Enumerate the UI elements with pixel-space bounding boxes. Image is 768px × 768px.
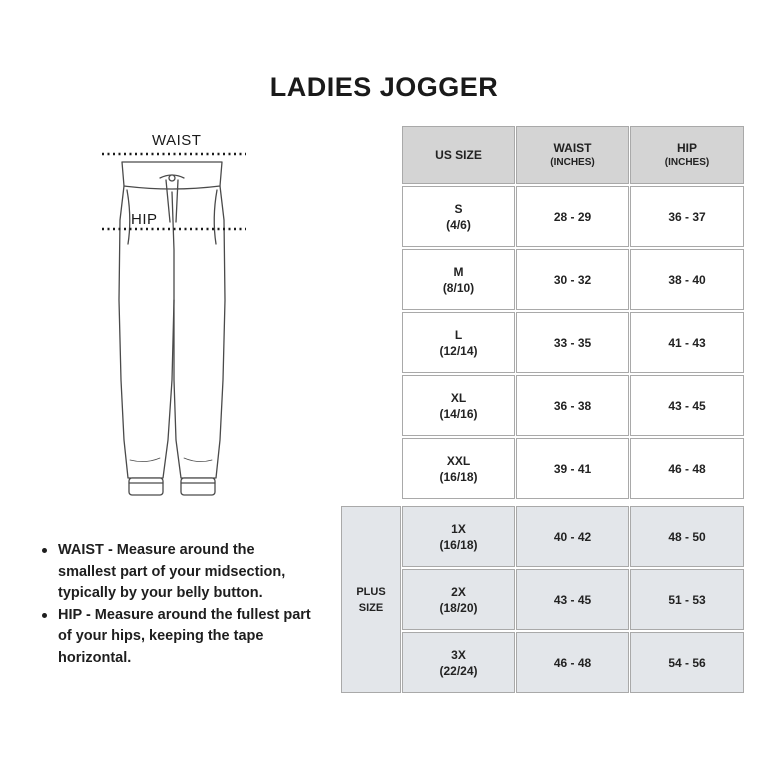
size-code: 3X — [451, 647, 466, 662]
hip-value: 41 - 43 — [668, 335, 706, 350]
header-waist — [516, 126, 629, 184]
hip-value: 54 - 56 — [668, 655, 706, 670]
hip-value: 38 - 40 — [668, 272, 706, 287]
size-code: 2X — [451, 584, 466, 599]
header-hip — [630, 126, 744, 184]
table-row-waist-cell — [516, 312, 629, 373]
table-row-hip-cell — [630, 249, 744, 310]
hip-value: 51 - 53 — [668, 592, 706, 607]
header-waist-unit: (INCHES) — [550, 157, 595, 168]
size-numeric: (16/18) — [439, 469, 478, 484]
right-pocket — [214, 190, 217, 244]
header-waist-text: WAIST — [553, 141, 592, 155]
table-row-hip-cell — [630, 375, 744, 436]
size-code: L — [454, 327, 463, 342]
waist-value: 33 - 35 — [553, 335, 592, 350]
waist-value: 30 - 32 — [553, 272, 592, 287]
table-row-waist-cell — [516, 438, 629, 499]
table-row-size-cell — [402, 186, 515, 247]
plus-row-waist-cell — [516, 632, 629, 693]
waist-value: 28 - 29 — [553, 209, 592, 224]
hip-value: 43 - 45 — [668, 398, 706, 413]
measurement-notes — [40, 540, 315, 669]
note-hip: HIP - Measure around the fullest part of your hips, keeping the tape horizontal. — [40, 605, 315, 670]
header-hip-unit: (INCHES) — [664, 157, 710, 168]
table-row-waist-cell — [516, 186, 629, 247]
hip-label: HIP — [131, 211, 158, 228]
plus-row-size-cell — [402, 569, 515, 630]
size-numeric: (14/16) — [439, 406, 478, 421]
size-numeric: (22/24) — [439, 663, 478, 678]
table-row-waist-cell — [516, 375, 629, 436]
right-leg-outline — [174, 186, 225, 478]
size-numeric: (18/20) — [439, 600, 478, 615]
plus-row-hip-cell — [630, 632, 744, 693]
table-row-size-cell — [402, 438, 515, 499]
size-code: S — [454, 201, 463, 216]
left-pocket — [127, 190, 130, 244]
size-numeric: (12/14) — [439, 343, 478, 358]
table-row-size-cell — [402, 249, 515, 310]
plus-size-label-line1: PLUS — [356, 585, 386, 598]
header-hip-text: HIP — [676, 141, 697, 155]
waist-value: 36 - 38 — [553, 398, 592, 413]
waist-value: 46 - 48 — [553, 655, 592, 670]
header-us-size — [402, 126, 515, 184]
plus-row-size-cell — [402, 506, 515, 567]
plus-size-label — [341, 506, 401, 693]
hip-value: 36 - 37 — [668, 209, 706, 224]
waist-label: WAIST — [152, 132, 202, 149]
size-code: XXL — [446, 453, 471, 468]
size-numeric: (4/6) — [446, 217, 471, 232]
plus-row-hip-cell — [630, 569, 744, 630]
plus-row-waist-cell — [516, 506, 629, 567]
size-code: 1X — [451, 521, 466, 536]
note-waist: WAIST - Measure around the smallest part of your midsection, typically by your belly button. — [40, 540, 315, 605]
waist-value: 43 - 45 — [553, 592, 592, 607]
right-cuff — [181, 478, 215, 495]
plus-size-label-line2: SIZE — [358, 601, 384, 614]
left-cuff — [129, 478, 163, 495]
table-row-size-cell — [402, 312, 515, 373]
table-row-size-cell — [402, 375, 515, 436]
table-row-waist-cell — [516, 249, 629, 310]
table-row-hip-cell — [630, 186, 744, 247]
plus-row-waist-cell — [516, 569, 629, 630]
plus-row-size-cell — [402, 632, 515, 693]
hip-value: 46 - 48 — [668, 461, 706, 476]
size-code: XL — [450, 390, 467, 405]
size-numeric: (8/10) — [442, 280, 475, 295]
size-code: M — [453, 264, 464, 279]
waist-value: 39 - 41 — [553, 461, 592, 476]
size-numeric: (16/18) — [439, 537, 478, 552]
waist-value: 40 - 42 — [553, 529, 592, 544]
hip-value: 48 - 50 — [668, 529, 706, 544]
page-title: LADIES JOGGER — [269, 72, 499, 102]
table-row-hip-cell — [630, 312, 744, 373]
plus-row-hip-cell — [630, 506, 744, 567]
table-row-hip-cell — [630, 438, 744, 499]
header-us-size-text: US SIZE — [435, 148, 482, 162]
